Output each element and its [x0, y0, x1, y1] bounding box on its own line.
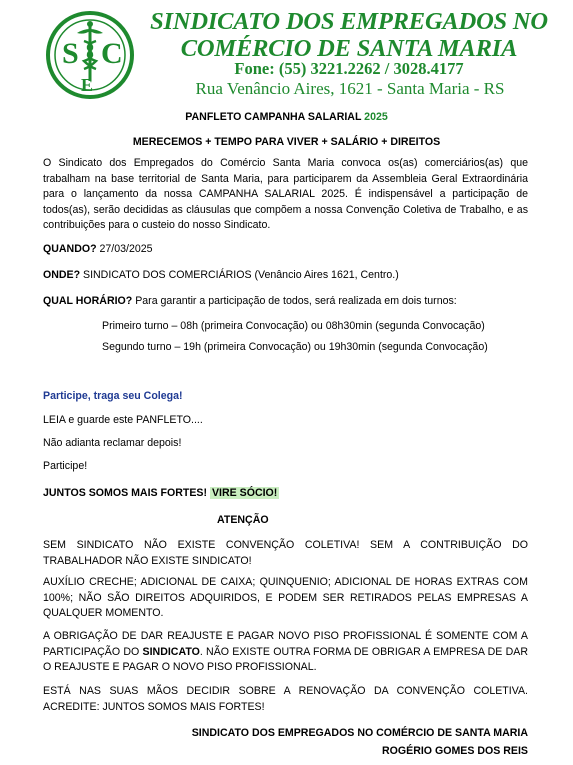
- signature-person: ROGÉRIO GOMES DOS REIS: [382, 745, 528, 757]
- address: Rua Venâncio Aires, 1621 - Santa Maria - RS: [195, 79, 505, 98]
- logo-letter-c: C: [101, 37, 123, 70]
- attention-p4: ESTÁ NAS SUAS MÃOS DECIDIR SOBRE A RENOVAÇÃO DA CONVENÇÃO COLETIVA. ACREDITE: JUNTOS SOMOS MAIS FORTES!: [43, 685, 528, 713]
- attention-p3: [43, 629, 528, 676]
- join-highlight: VIRE SÓCIO!: [211, 487, 278, 499]
- logo-letter-e: E: [81, 75, 94, 95]
- first-turn: Primeiro turno – 08h (primeira Convocação) ou 08h30min (segunda Convocação): [102, 320, 485, 332]
- second-turn: Segundo turno – 19h (primeira Convocação) ou 19h30min (segunda Convocação): [102, 341, 488, 353]
- slogan-bang: !: [203, 487, 208, 499]
- when-value: 27/03/2025: [96, 243, 153, 255]
- letterhead: [0, 0, 573, 102]
- when-line: [43, 243, 153, 256]
- complain-line: Não adianta reclamar depois!: [43, 437, 182, 449]
- time-value: Para garantir a participação de todos, será realizada em dois turnos:: [132, 295, 457, 307]
- attention-heading: ATENÇÃO: [217, 514, 269, 526]
- page-title: [0, 111, 573, 124]
- where-value: SINDICATO DOS COMERCIÁRIOS (Venâncio Aires 1621, Centro.): [80, 269, 399, 281]
- participate-line: Participe!: [43, 460, 88, 472]
- when-label: QUANDO?: [43, 243, 97, 255]
- org-name-line1: SINDICATO DOS EMPREGADOS NO: [150, 8, 548, 35]
- attention-p3-c: . NÃO EXISTE OUTRA FORMA DE OBRIGAR A EMPRESA DE DAR O REAJUSTE E PAGAR O NOVO PISO PROFISSIONAL.: [43, 645, 528, 673]
- title-year: 2025: [364, 111, 388, 123]
- union-logo-icon: [44, 11, 136, 99]
- attention-p3-a: A OBRIGAÇÃO DE DAR REAJUSTE E PAGAR NOVO PISO PROFISSIONAL É SOMENTE COM A PARTICIPAÇÃO DO: [43, 630, 528, 658]
- org-name: [140, 8, 558, 62]
- where-label: ONDE?: [43, 269, 81, 281]
- time-line: [43, 295, 457, 308]
- where-line: [43, 269, 399, 282]
- subtitle: MERECEMOS + TEMPO PARA VIVER + SALÁRIO + DIREITOS: [132, 136, 441, 148]
- participate-heading: Participe, traga seu Colega!: [43, 390, 183, 402]
- signature-org: SINDICATO DOS EMPREGADOS NO COMÉRCIO DE SANTA MARIA: [191, 727, 528, 739]
- logo-letter-s: S: [62, 37, 79, 70]
- slogan-main: JUNTOS SOMOS MAIS FORTES: [43, 487, 204, 499]
- org-name-line2: COMÉRCIO DE SANTA MARIA: [180, 35, 518, 62]
- intro-paragraph: O Sindicato dos Empregados do Comércio Santa Maria convoca os(as) comerciários(as) que trabalham na base territorial de Santa Maria, para participarem da Assembleia Geral Extraordinária para o lançamento da nossa CAMPANHA SALARIAL 2025. É indispensável a participação de todos(as), serão decididas as cláusulas que compõem a nossa Convenção Coletiva de Trabalho, e as contribuições para o custeio do nosso Sindicato.: [43, 157, 528, 231]
- read-line: LEIA e guarde este PANFLETO....: [43, 414, 203, 426]
- title-text: PANFLETO CAMPANHA SALARIAL: [185, 111, 365, 123]
- attention-p3-bold: SINDICATO: [142, 645, 200, 658]
- phone-number: Fone: (55) 3221.2262 / 3028.4177: [234, 59, 464, 78]
- time-label: QUAL HORÁRIO?: [43, 295, 133, 307]
- attention-p2: AUXÍLIO CRECHE; ADICIONAL DE CAIXA; QUINQUENIO; ADICIONAL DE HORAS EXTRAS COM 100%; NÃO SÃO DIREITOS ADQUIRIDOS, E PODEM SER RETIRADOS PELAS EMPRESAS A QUALQUER MOMENTO.: [43, 576, 528, 619]
- attention-p1: SEM SINDICATO NÃO EXISTE CONVENÇÃO COLETIVA! SEM A CONTRIBUIÇÃO DO TRABALHADOR NÃO EXISTE SINDICATO!: [43, 539, 528, 567]
- slogan: [43, 487, 279, 500]
